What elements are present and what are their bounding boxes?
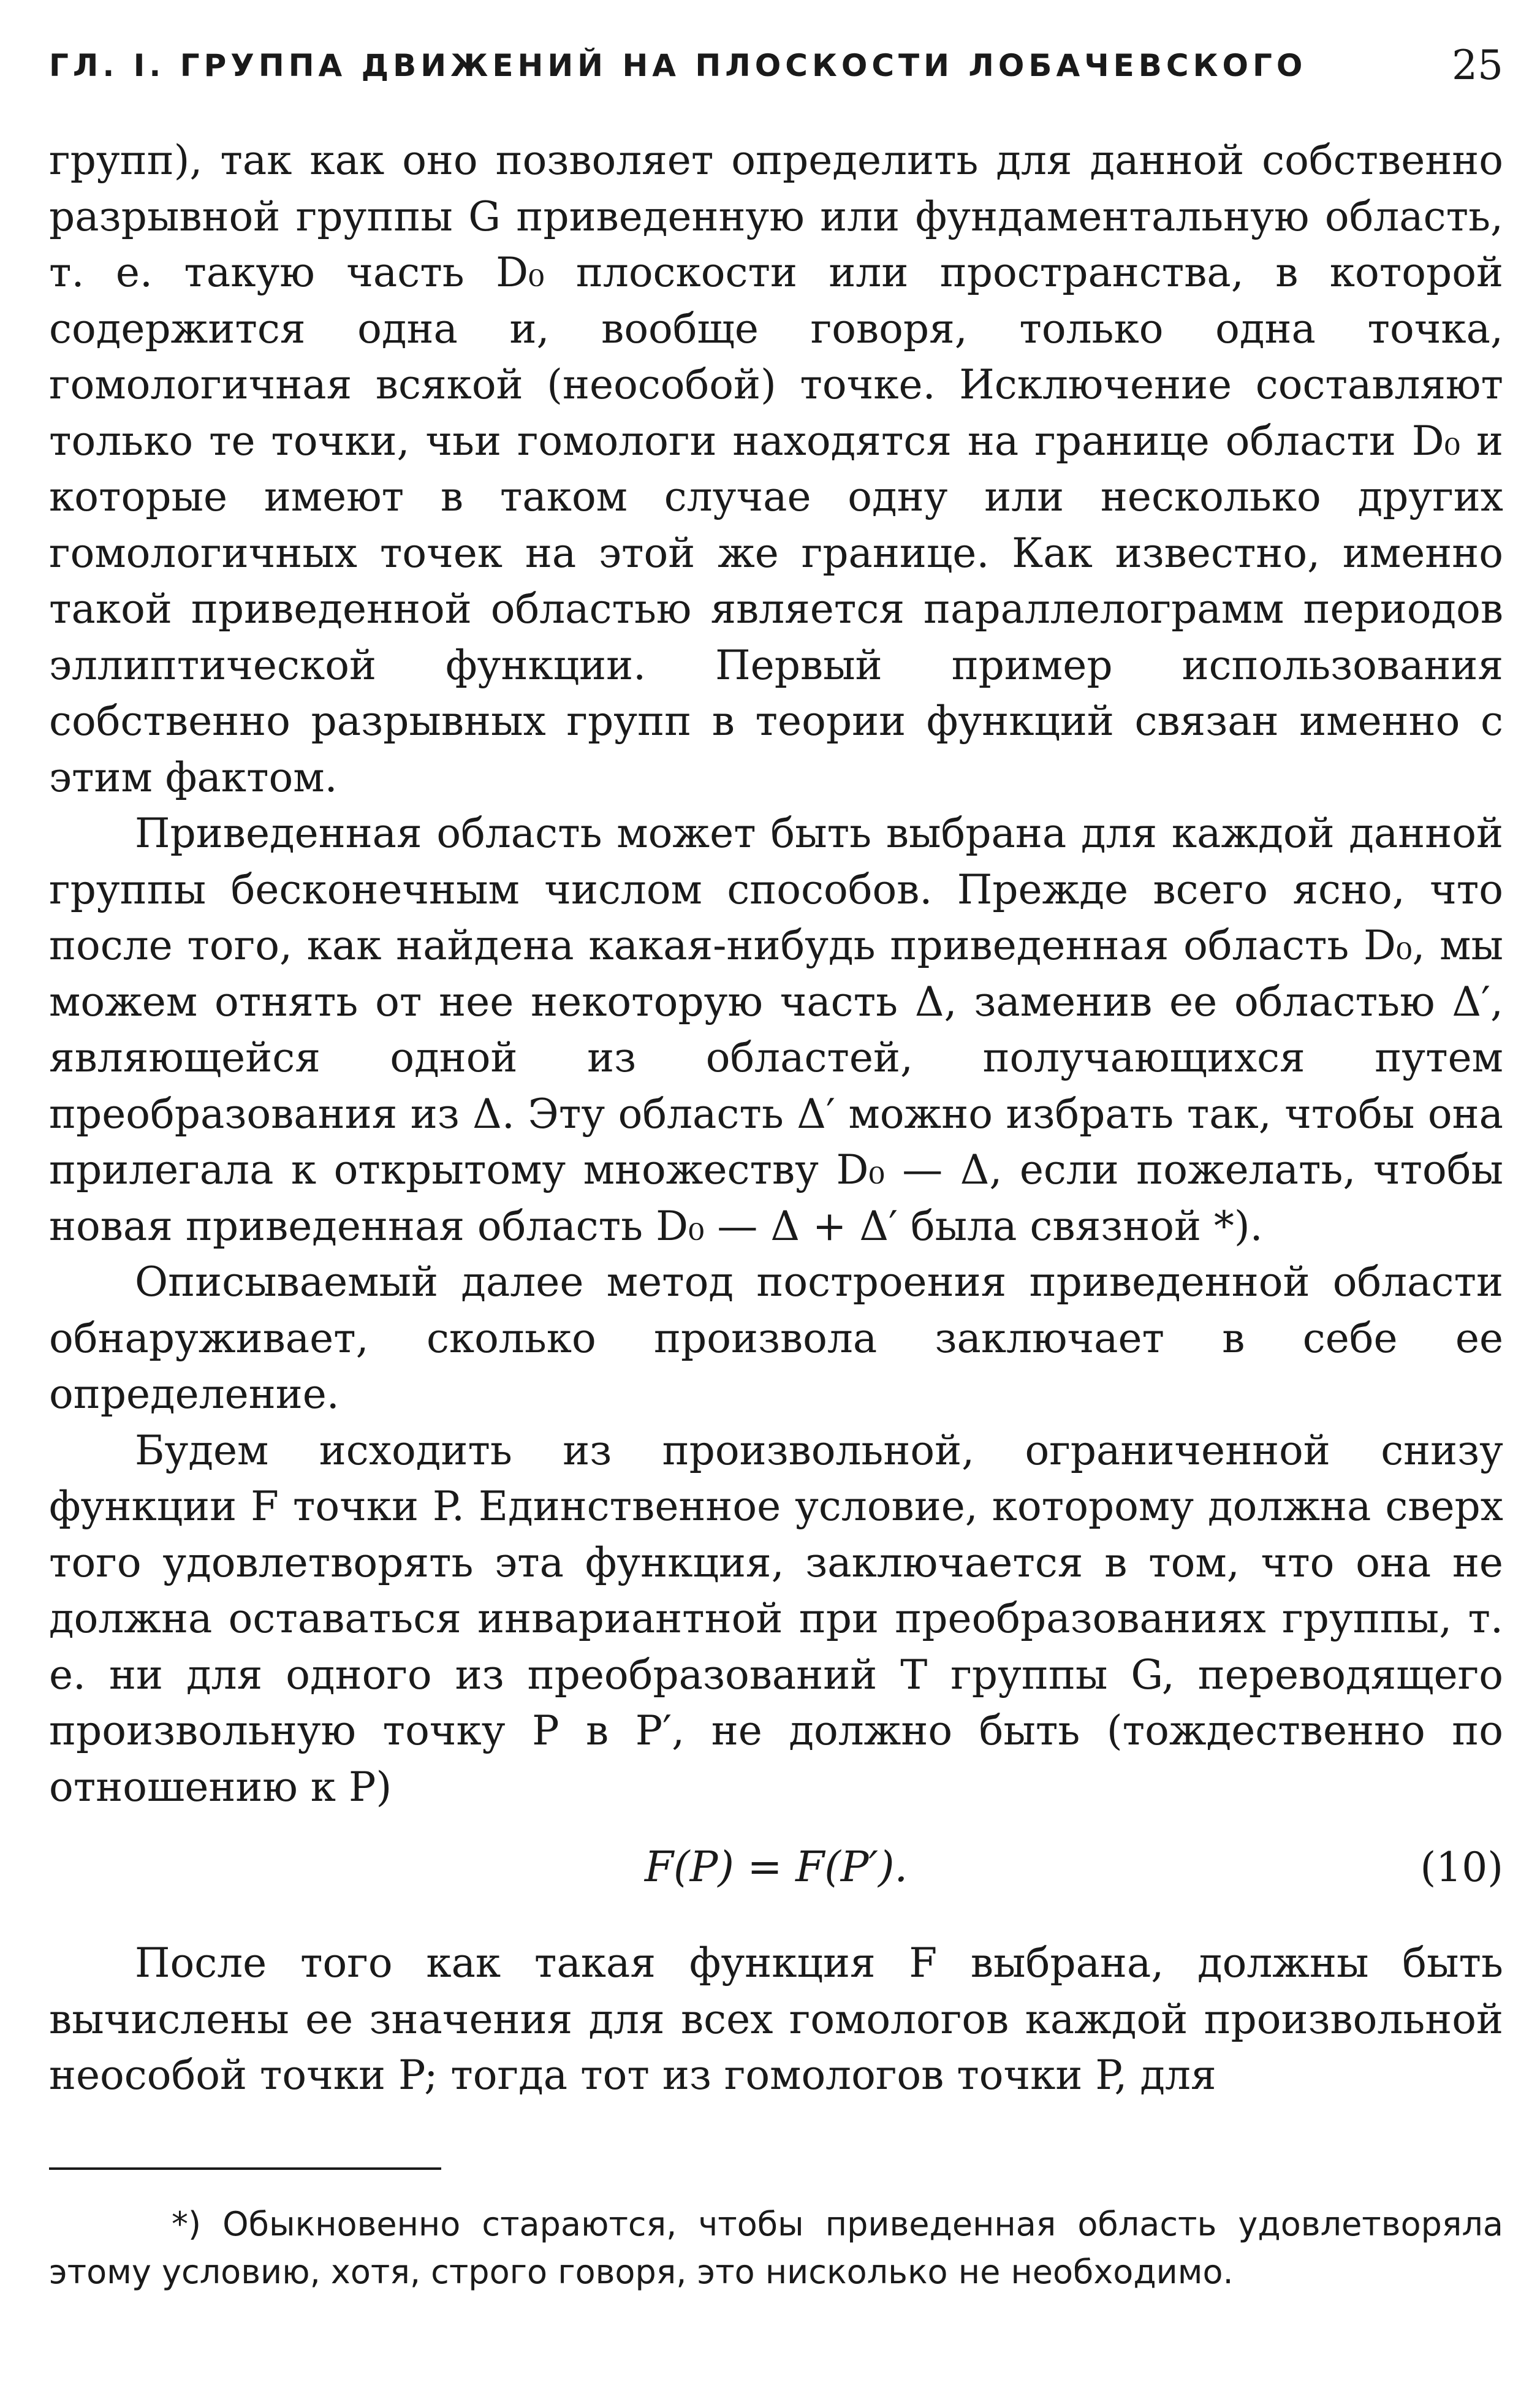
- paragraph-1: групп), так как оно позволяет определить для данной собственно разрывной группы G приведенную или фундаментальную область, т. е. такую часть D₀ плоскости или пространства, в которой содержится одна и, вообще говоря, только одна точка, гомологичная всякой (неособой) точке. Исключение составляют только те точки, чьи гомологи находятся на границе области D₀ и которые имеют в таком случае одну или несколько других гомологичных точек на этой же границе. Как известно, именно такой приведенной областью является параллелограмм периодов эллиптической функции. Первый пример использования собственно разрывных групп в теории функций связан именно с этим фактом.: [49, 137, 1503, 801]
- footnote-divider: [49, 2167, 441, 2170]
- equation-row: [49, 1837, 1503, 1898]
- page-header: [49, 38, 1503, 93]
- footnote: *) Обыкновенно стараются, чтобы приведенная область удовлетворяла этому условию, хотя, строго говоря, это нисколько не необходимо.: [49, 2205, 1503, 2291]
- equation-number: (10): [1420, 1844, 1503, 1891]
- paragraph-4: Будем исходить из произвольной, ограниченной снизу функции F точки P. Единственное условие, которому должна сверх того удовлетворять эта функция, заключается в том, что она не должна оставаться инвариантной при преобразованиях группы, т. е. ни для одного из преобразований T группы G, переводящего произвольную точку P в P′, не должно быть (тождественно по отношению к P): [49, 1426, 1503, 1811]
- paragraph-3: Описываемый далее метод построения приведенной области обнаруживает, сколько произвола заключает в себе ее определение.: [49, 1258, 1503, 1418]
- paragraph-5: После того как такая функция F выбрана, должны быть вычислены ее значения для всех гомологов каждой произвольной неособой точки P; тогда тот из гомологов точки P, для: [49, 1939, 1503, 2099]
- equation-formula: F(P) = F(P′).: [644, 1843, 908, 1892]
- running-title: ГЛ. I. ГРУППА ДВИЖЕНИЙ НА ПЛОСКОСТИ ЛОБАЧЕВСКОГО: [49, 48, 1307, 83]
- page-number: 25: [1452, 42, 1503, 89]
- main-text: [49, 132, 1503, 2104]
- paragraph-2: Приведенная область может быть выбрана для каждой данной группы бесконечным числом способов. Прежде всего ясно, что после того, как найдена какая-нибудь приведенная область D₀, мы можем отнять от нее некоторую часть Δ, заменив ее областью Δ′, являющейся одной из областей, получающихся путем преобразования из Δ. Эту область Δ′ можно избрать так, чтобы она прилегала к открытому множеству D₀ — Δ, если пожелать, чтобы новая приведенная область D₀ — Δ + Δ′ была связной *).: [49, 810, 1503, 1250]
